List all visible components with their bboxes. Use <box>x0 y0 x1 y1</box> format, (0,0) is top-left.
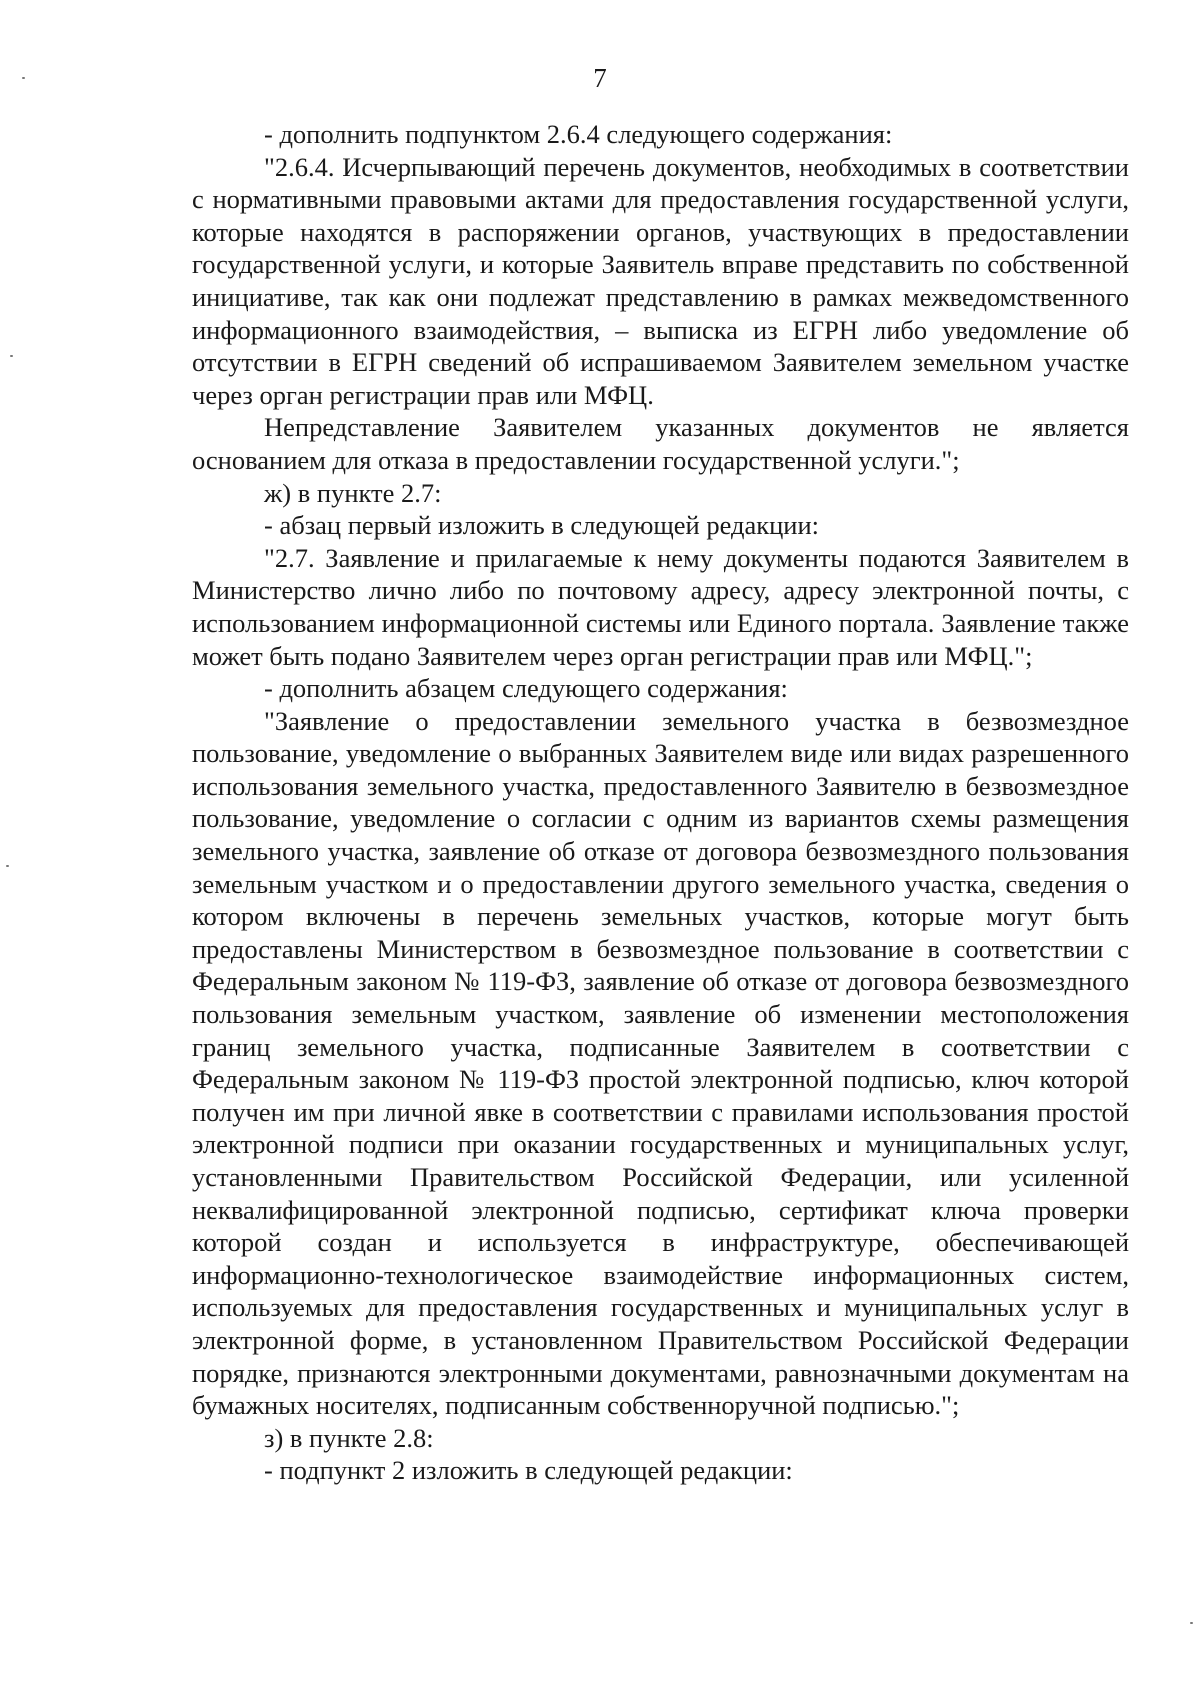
paragraph-5: - абзац первый изложить в следующей редакции: <box>264 510 820 541</box>
paragraph-3: Непредставление Заявителем указанных документов не является основанием для отказа в предоставлении государственной услуги."; <box>192 412 1129 475</box>
paragraph-10: - подпункт 2 изложить в следующей редакции: <box>264 1455 793 1486</box>
scan-speck <box>22 77 25 79</box>
paragraph-7: - дополнить абзацем следующего содержания: <box>264 673 788 704</box>
paragraph-1: - дополнить подпунктом 2.6.4 следующего содержания: <box>264 119 893 149</box>
scan-speck <box>10 355 13 357</box>
document-body <box>192 118 1129 1487</box>
scan-speck <box>1190 1622 1193 1624</box>
paragraph-8: "Заявление о предоставлении земельного участка в безвозмездное пользование, уведомление о выбранных Заявителем виде или видах разрешенного использования земельного участка, предоставленного Заявителю в безвозмездное пользование, уведомление о согласии с одним из вариантов схемы размещения земельного участка, заявление об отказе от договора безвозмездного пользования земельным участком и о предоставлении другого земельного участка, сведения о котором включены в перечень земельных участков, которые могут быть предоставлены Министерством в безвозмездное пользование в соответствии с Федеральным законом № 119-ФЗ, заявление об отказе от договора безвозмездного пользования земельным участком, заявление об изменении местоположения границ земельного участка, подписанные Заявителем в соответствии с Федеральным законом № 119-ФЗ простой электронной подписью, ключ которой получен им при личной явке в соответствии с правилами использования простой электронной подписи при оказании государственных и муниципальных услуг, установленными Правительством Российской Федерации, или усиленной неквалифицированной электронной подписью, сертификат ключа проверки которой создан и используется в инфраструктуре, обеспечивающей информационно-технологическое взаимодействие информационных систем, используемых для предоставления государственных и муниципальных услуг в электронной форме, в установленном Правительством Российской Федерации порядке, признаются электронными документами, равнозначными документам на бумажных носителях, подписанным собственноручной подписью."; <box>192 705 1129 1421</box>
scan-speck <box>6 865 9 867</box>
paragraph-2: "2.6.4. Исчерпывающий перечень документов, необходимых в соответствии с нормативными правовыми актами для предоставления государственной услуги, которые находятся в распоряжении органов, участвующих в предоставлении государственной услуги, и которые Заявитель вправе представить по собственной инициативе, так как они подлежат представлению в рамках межведомственного информационного взаимодействия, – выписка из ЕГРН либо уведомление об отсутствии в ЕГРН сведений об испрашиваемом Заявителем земельном участке через орган регистрации прав или МФЦ. <box>192 151 1129 410</box>
paragraph-4: ж) в пункте 2.7: <box>264 477 442 508</box>
page-number: 7 <box>593 63 607 93</box>
paragraph-9: з) в пункте 2.8: <box>264 1422 434 1453</box>
paragraph-6: "2.7. Заявление и прилагаемые к нему документы подаются Заявителем в Министерство лично либо по почтовому адресу, адресу электронной почты, с использованием информационной системы или Единого портала. Заявление также может быть подано Заявителем через орган регистрации прав или МФЦ."; <box>192 542 1129 671</box>
